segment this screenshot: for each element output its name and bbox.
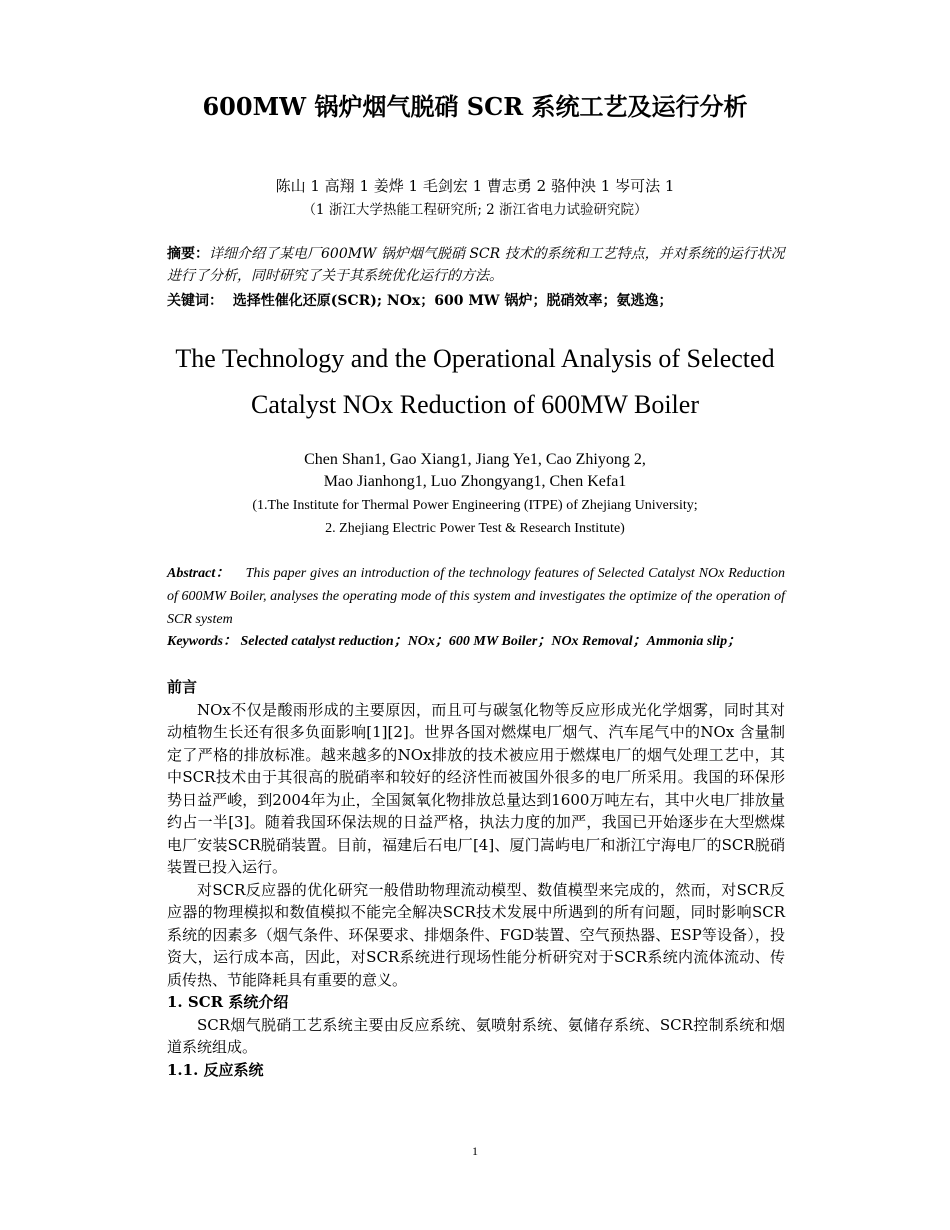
english-abstract	[167, 562, 785, 631]
chinese-keywords-text: 选择性催化还原(SCR); NOx；600 MW 锅炉；脱硝效率；氨逃逸；	[232, 293, 673, 309]
section-heading-1-1: 1.1. 反应系统	[167, 1060, 264, 1079]
chinese-abstract	[167, 243, 785, 287]
english-title-line-2: Catalyst NOx Reduction of 600MW Boiler	[251, 390, 699, 419]
paragraph-2: 对SCR反应器的优化研究一般借助物理流动模型、数值模型来完成的，然而，对SCR反应器的物理模拟和数值模拟不能完全解决SCR技术发展中所遇到的所有问题，同时影响SCR系统的因素多（烟气条件、环保要求、排烟条件、FGD装置、空气预热器、ESP等设备），投资大，运行成本高，因此，对SCR系统进行现场性能分析研究对于SCR系统内流体流动、传质传热、节能降耗具有重要的意义。	[167, 880, 785, 989]
english-title	[0, 336, 950, 428]
chinese-title: 600MW 锅炉烟气脱硝 SCR 系统工艺及运行分析	[202, 92, 748, 121]
section-heading-preface: 前言	[167, 678, 198, 696]
chinese-keywords-label: 关键词：	[167, 293, 223, 309]
english-affiliation-line-1: (1.The Institute for Thermal Power Engineering (ITPE) of Zhejiang University;	[252, 498, 698, 513]
page-number: 1	[472, 1144, 478, 1158]
english-authors-line-2: Mao Jianhong1, Luo Zhongyang1, Chen Kefa1	[323, 473, 627, 490]
english-authors-line-1: Chen Shan1, Gao Xiang1, Jiang Ye1, Cao Zhiyong 2,	[304, 451, 646, 468]
chinese-affiliation: （1 浙江大学热能工程研究所; 2 浙江省电力试验研究院）	[302, 202, 648, 218]
chinese-authors: 陈山 1 高翔 1 姜烨 1 毛剑宏 1 曹志勇 2 骆仲泱 1 岑可法 1	[275, 177, 675, 195]
english-keywords: Keywords： Selected catalyst reduction；NOx；600 MW Boiler；NOx Removal；Ammonia slip；	[167, 634, 742, 649]
chinese-abstract-text: 详细介绍了某电厂600MW 锅炉烟气脱硝 SCR 技术的系统和工艺特点，并对系统的运行状况进行了分析，同时研究了关于其系统优化运行的方法。	[167, 246, 785, 284]
paragraph-1: NOx不仅是酸雨形成的主要原因，而且可与碳氢化物等反应形成光化学烟雾，同时其对动植物生长还有很多负面影响[1][2]。世界各国对燃煤电厂烟气、汽车尾气中的NOx 含量制定了严格的排放标准。越来越多的NOx排放的技术被应用于燃煤电厂的烟气处理工艺中，其中SCR技术由于其很高的脱硝率和较好的经济性而被国外很多的电厂所采用。我国的环保形势日益严峻，到2004年为止，全国氮氧化物排放总量达到1600万吨左右，其中火电厂排放量约占一半[3]。随着我国环保法规的日益严格，执法力度的加严，我国已开始逐步在大型燃煤电厂安装SCR脱硝装置。目前，福建后石电厂[4]、厦门嵩屿电厂和浙江宁海电厂的SCR脱硝装置已投入运行。	[167, 700, 785, 876]
english-affiliation	[0, 494, 950, 540]
chinese-abstract-label: 摘要：	[167, 246, 209, 262]
paragraph-3: SCR烟气脱硝工艺系统主要由反应系统、氨喷射系统、氨储存系统、SCR控制系统和烟道系统组成。	[167, 1015, 785, 1056]
english-title-line-1: The Technology and the Operational Analysis of Selected	[175, 344, 775, 373]
english-affiliation-line-2: 2. Zhejiang Electric Power Test & Research Institute)	[325, 521, 625, 536]
section-heading-1: 1. SCR 系统介绍	[167, 993, 289, 1011]
english-abstract-label: Abstract：	[167, 566, 231, 581]
english-abstract-text: This paper gives an introduction of the technology features of Selected Catalyst NOx Reduction of 600MW Boiler, analyses the operating mode of this system and investigates the optimize of the operation of SCR system	[167, 566, 786, 627]
chinese-keywords	[167, 290, 785, 312]
english-authors	[0, 449, 950, 493]
body-text	[167, 676, 785, 1081]
